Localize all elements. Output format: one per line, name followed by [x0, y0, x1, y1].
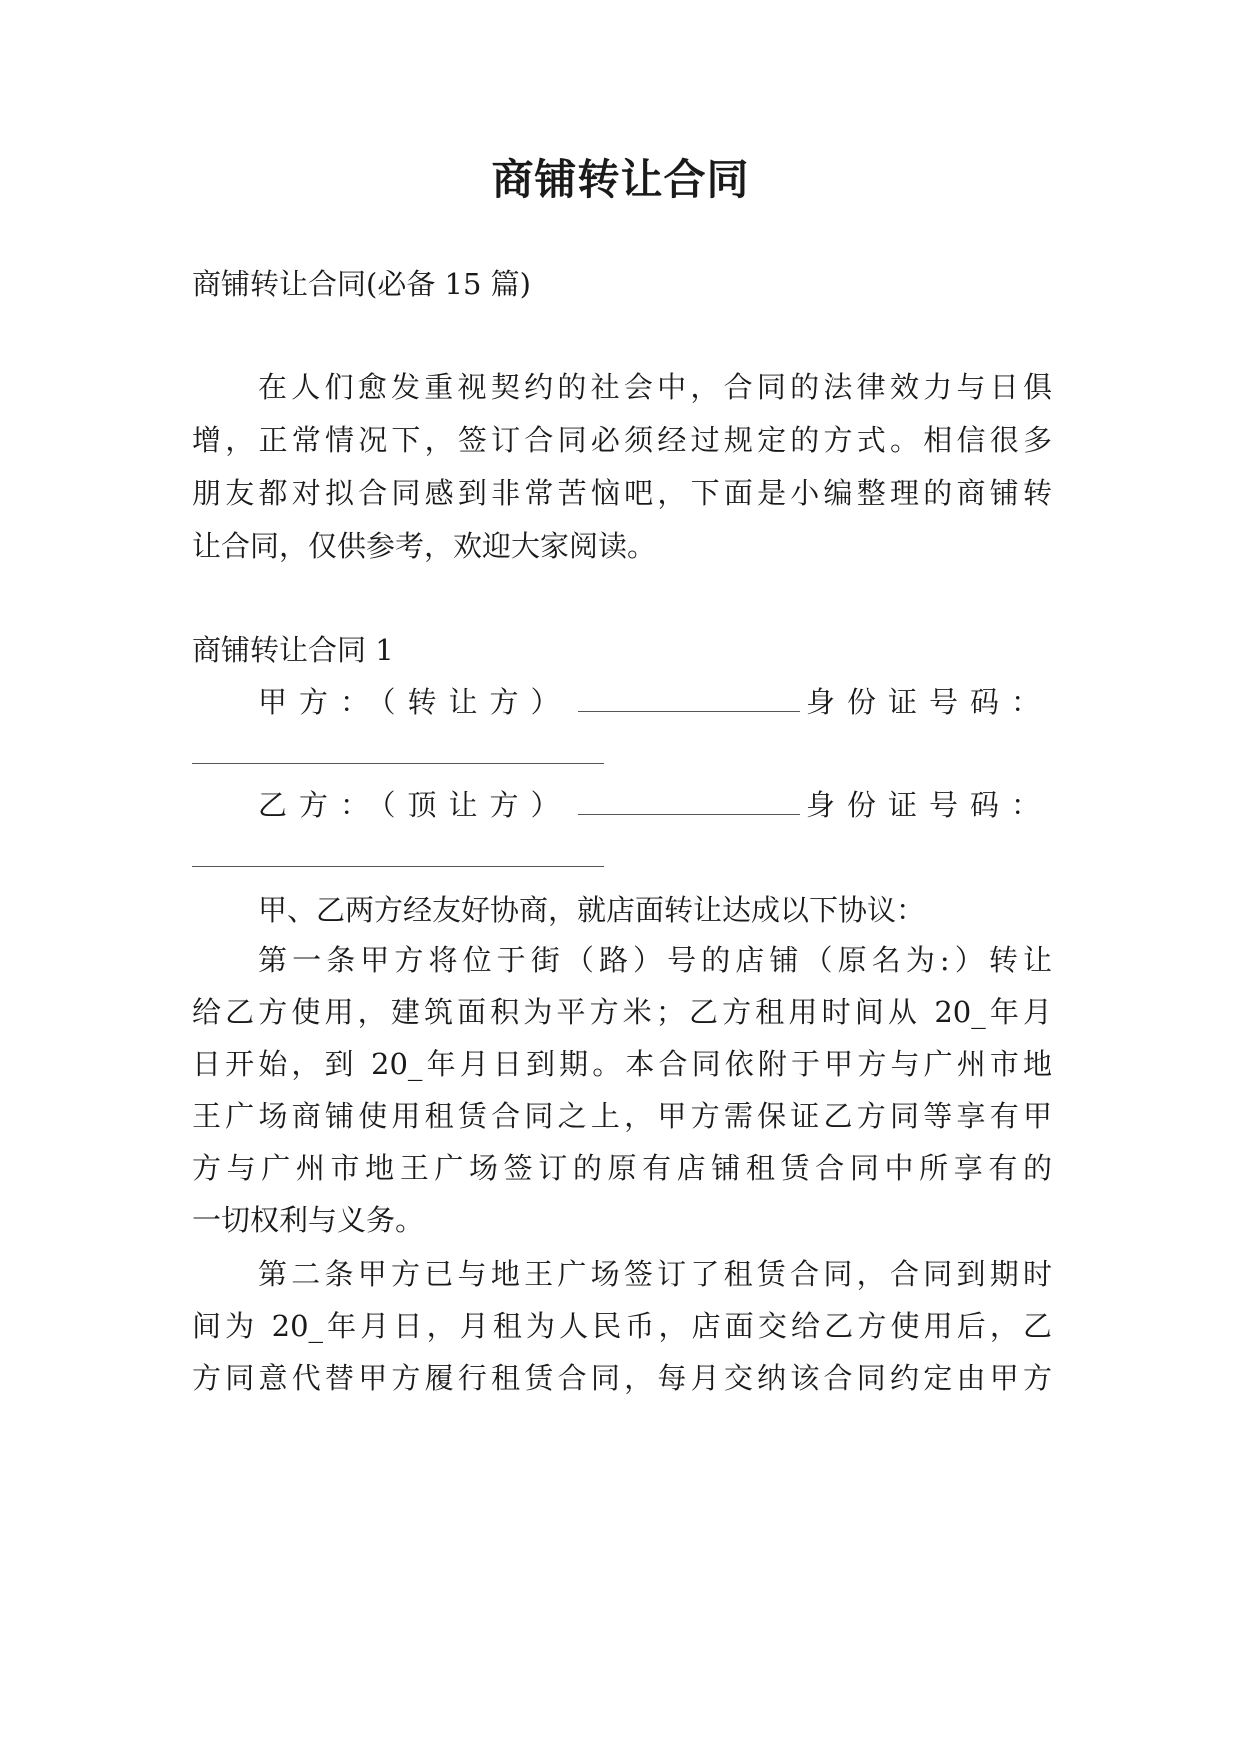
party-a-name-blank[interactable]	[578, 681, 800, 712]
article2-line: 方同意代替甲方履行租赁合同，每月交纳该合同约定由甲方	[192, 1361, 1052, 1395]
party-b-label: 乙方：（顶让方）	[258, 788, 572, 822]
document-subtitle: 商铺转让合同(必备 15 篇)	[192, 267, 531, 301]
agreement-line: 甲、乙两方经友好协商，就店面转让达成以下协议：	[258, 893, 926, 927]
party-a-id-blank[interactable]	[192, 762, 604, 764]
intro-line: 在人们愈发重视契约的社会中，合同的法律效力与日俱	[258, 370, 1052, 404]
article1-line: 王广场商铺使用租赁合同之上，甲方需保证乙方同等享有甲	[192, 1099, 1052, 1133]
article2-line: 间为 20_年月日，月租为人民币，店面交给乙方使用后，乙	[192, 1309, 1052, 1343]
party-b-id-blank[interactable]	[192, 865, 604, 867]
article1-line: 方与广州市地王广场签订的原有店铺租赁合同中所享有的	[192, 1151, 1052, 1185]
party-b-name-blank[interactable]	[578, 784, 800, 815]
party-b-id-label: 身份证号码：	[805, 788, 1052, 822]
article1-line: 日开始，到 20_年月日到期。本合同依附于甲方与广州市地	[192, 1047, 1052, 1081]
intro-line: 让合同，仅供参考，欢迎大家阅读。	[192, 529, 657, 563]
article2-line: 第二条甲方已与地王广场签订了租赁合同，合同到期时	[258, 1257, 1052, 1291]
party-b-row	[258, 783, 1052, 827]
party-a-row	[258, 680, 1052, 724]
section-heading: 商铺转让合同 1	[192, 633, 394, 667]
intro-line: 朋友都对拟合同感到非常苦恼吧，下面是小编整理的商铺转	[192, 476, 1052, 510]
document-title: 商铺转让合同	[491, 155, 750, 204]
party-a-label: 甲方：（转让方）	[258, 685, 572, 719]
article1-line: 第一条甲方将位于街（路）号的店铺（原名为:）转让	[258, 943, 1052, 977]
intro-line: 增，正常情况下，签订合同必须经过规定的方式。相信很多	[192, 423, 1052, 457]
article1-line: 一切权利与义务。	[192, 1203, 425, 1237]
article1-line: 给乙方使用，建筑面积为平方米；乙方租用时间从 20_年月	[192, 995, 1052, 1029]
party-a-id-label: 身份证号码：	[805, 685, 1052, 719]
